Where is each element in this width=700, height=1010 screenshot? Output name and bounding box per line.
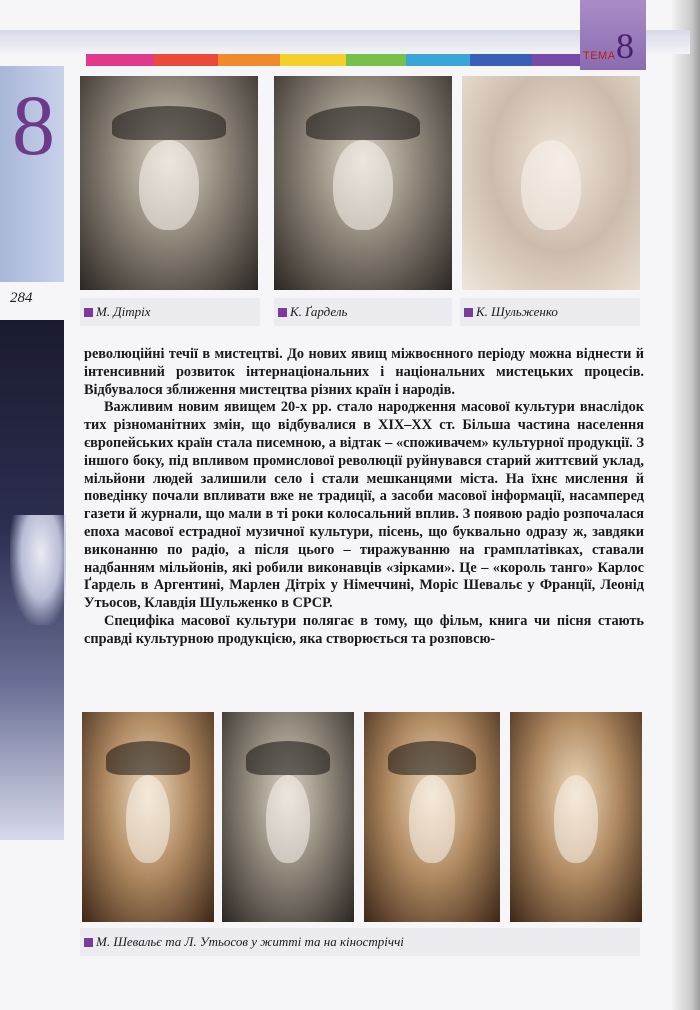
gardel-photo (274, 76, 452, 290)
caption-bottom-text: М. Шевальє та Л. Утьосов у житті та на кіностріччі (96, 934, 404, 949)
utyosov-photo (364, 712, 500, 922)
paragraph-1: революційні течії в мистецтві. До нових явищ міжвоєнного періоду можна віднести й інтенсивний розвиток інтернаціональних і національних мистецьких процесів. Відбувалося зближення мистецтва різних країн і народів. (84, 346, 644, 398)
caption-shulzhenko-text: К. Шульженко (476, 304, 558, 319)
side-portrait-image (10, 515, 66, 625)
caption-marker-icon (84, 308, 93, 317)
chevalier-photo (82, 712, 214, 922)
film-still-photo (222, 712, 354, 922)
caption-marker-icon (464, 308, 473, 317)
caption-gardel (274, 298, 452, 326)
caption-marker-icon (84, 938, 93, 947)
topic-label: ТЕМА (583, 50, 616, 62)
chapter-number: 8 (12, 77, 55, 173)
caption-marker-icon (278, 308, 287, 317)
dietrich-photo (80, 76, 258, 290)
topic-number: 8 (616, 26, 634, 66)
caption-bottom (80, 928, 640, 956)
body-text (84, 346, 644, 649)
page-number: 284 (10, 290, 33, 306)
caption-dietrich (80, 298, 260, 326)
film-role-photo (510, 712, 642, 922)
caption-shulzhenko (460, 298, 640, 326)
shulzhenko-photo (462, 76, 640, 290)
header-color-stripe (86, 54, 580, 66)
paragraph-3: Специфіка масової культури полягає в тому, що фільм, книга чи пісня стають справді культурною продукцією, яка створюється та розповсю- (84, 612, 644, 647)
caption-gardel-text: К. Ґардель (290, 304, 348, 319)
caption-dietrich-text: М. Дітріх (96, 304, 151, 319)
paragraph-2: Важливим новим явищем 20-х рр. стало народження масової культури внаслідок тих різноманітних змін, що відбувалися в XIX–XX ст. Більша частина населення європейських країн стала писемною, а відтак – «споживачем» культурної продукції. З іншого боку, під впливом промислової революції руйнувався старий життєвий уклад, мільйони людей залишили село і стали мешканцями міста. На їхнє мислення й поведінку почали впливати вже не традиції, а засоби масової інформації, насамперед газети й журнали, що мали в ті роки колосальний вплив. З появою радіо розпочалася епоха масової естрадної музичної культури, пісень, що буквально одразу ж, завдяки виконанню по радіо, а після цього – тиражуванню на грамплатівках, ставали надбанням мільйонів, які робили виконавців «зірками». Це – «король танго» Карлос Ґардель в Аргентині, Марлен Дітріх у Німеччині, Моріс Шевальє у Франції, Леонід Утьосов, Клавдія Шульженко в СРСР. (84, 399, 644, 612)
page-edge-shadow (672, 0, 700, 1010)
